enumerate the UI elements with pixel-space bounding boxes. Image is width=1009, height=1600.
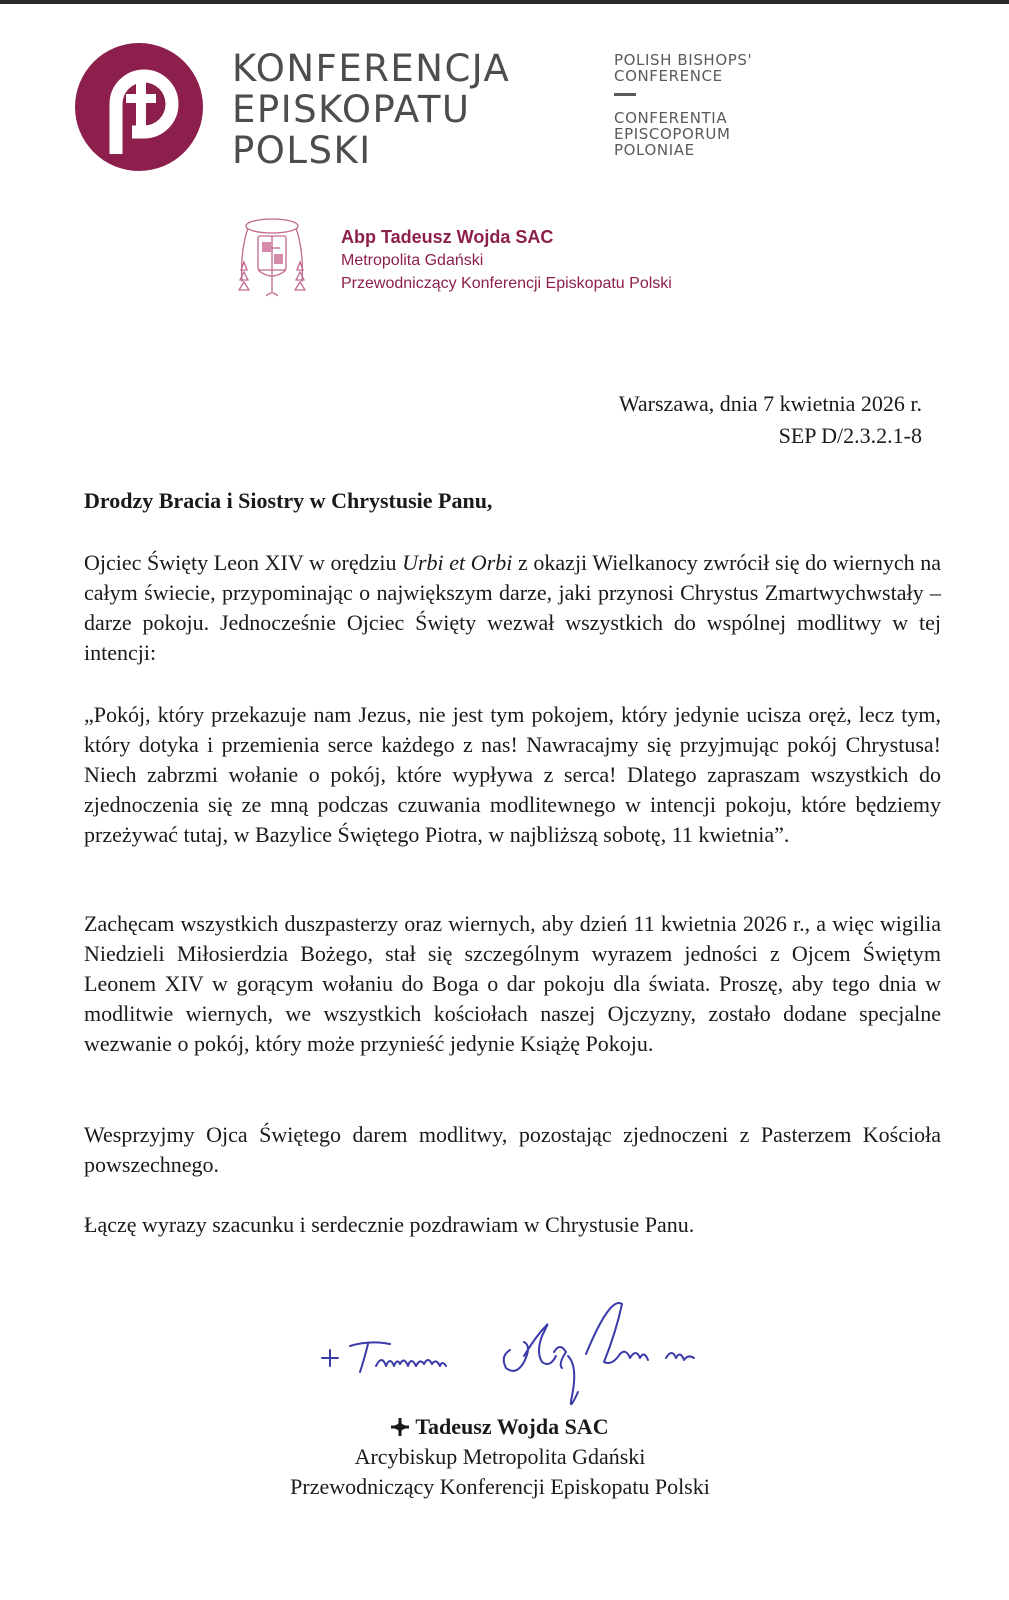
- conference-name-line-3: POLSKI: [232, 129, 372, 172]
- latin-name-line-3: POLONIAE: [614, 141, 695, 159]
- paragraph-3: Zachęcam wszystkich duszpasterzy oraz wiernych, aby dzień 11 kwietnia 2026 r., a więc wigilia Niedzieli Miłosierdzia Bożego, stał się szczególnym wyrazem jedności z Ojcem Świętym Leonem XIV w gorącym wołaniu do Boga o dar pokoju dla świata. Proszę, aby tego dnia w modlitwie wiernych, we wszystkich kościołach naszej Ojczyzny, zostało dodane specjalne wezwanie o pokój, który może przynieść jedynie Książę Pokoju.: [84, 911, 941, 1056]
- greeting: Drodzy Bracia i Siostry w Chrystusie Panu,: [84, 488, 493, 513]
- paragraph-1: [84, 548, 941, 668]
- conference-name-line-2: EPISKOPATU: [232, 88, 471, 131]
- place-date: Warszawa, dnia 7 kwietnia 2026 r.: [618, 391, 922, 416]
- paragraph-1-end: z okazji Wielkanocy zwrócił się do wiernych na całym świecie, przypominając o największym darze, jaki przynosi Chrystus Zmartwychwstały – darze pokoju. Jednocześnie Ojciec Święty wezwał wszystkich do wspólnej modlitwy w tej intencji:: [84, 550, 942, 665]
- signatory-title-2: Przewodniczący Konferencji Episkopatu Polski: [290, 1474, 710, 1499]
- paragraph-1-start: Ojciec Święty Leon XIV w orędziu: [84, 550, 403, 575]
- latin-name-line-2: EPISCOPORUM: [614, 125, 731, 143]
- conference-name: [232, 48, 510, 171]
- reference-number: SEP D/2.3.2.1-8: [778, 423, 922, 448]
- bishop-cross-icon: [391, 1418, 409, 1436]
- coat-of-arms-icon: [236, 212, 308, 304]
- signatory-title-1: Arcybiskup Metropolita Gdański: [354, 1444, 646, 1469]
- closing-greeting: Łączę wyrazy szacunku i serdecznie pozdrawiam w Chrystusie Panu.: [84, 1212, 695, 1237]
- english-name-line-2: CONFERENCE: [614, 67, 723, 85]
- english-name-line-1: POLISH BISHOPS': [614, 51, 753, 69]
- kep-cross-logo: [74, 42, 204, 172]
- paragraph-4: Wesprzyjmy Ojca Świętego darem modlitwy, pozostając zjednoczeni z Pasterzem Kościoła powszechnego.: [84, 1122, 941, 1177]
- conference-name-line-1: KONFERENCJA: [232, 47, 511, 90]
- top-border: [0, 0, 1009, 4]
- conference-translations: [614, 52, 752, 158]
- signatory-name-line: [200, 1412, 800, 1442]
- paragraph-quote: „Pokój, który przekazuje nam Jezus, nie jest tym pokojem, który jedynie ucisza oręż, lecz tym, który dotyka i przemienia serce każdego z nas! Nawracajmy się przyjmując pokój Chrystusa! Niech zabrzmi wołanie o pokój, które wypływa z serca! Dlatego zapraszam wszystkich do zjednoczenia się ze mną podczas czuwania modlitewnego w intencji pokoju, które będziemy przeżywać tutaj, w Bazylice Świętego Piotra, w najbliższą sobotę, 11 kwietnia”.: [84, 702, 941, 847]
- letter-meta: [619, 388, 922, 452]
- archbishop-name: Abp Tadeusz Wojda SAC: [341, 227, 554, 247]
- archbishop-header: [341, 226, 672, 295]
- handwritten-signature: [310, 1296, 710, 1416]
- archbishop-title-2: Przewodniczący Konferencji Episkopatu Polski: [341, 275, 672, 292]
- translation-divider: [614, 93, 636, 96]
- signature-block: [200, 1412, 800, 1502]
- signatory-name: Tadeusz Wojda SAC: [415, 1414, 609, 1439]
- archbishop-title-1: Metropolita Gdański: [341, 252, 484, 269]
- latin-name-line-1: CONFERENTIA: [614, 109, 728, 127]
- urbi-et-orbi: Urbi et Orbi: [402, 550, 513, 575]
